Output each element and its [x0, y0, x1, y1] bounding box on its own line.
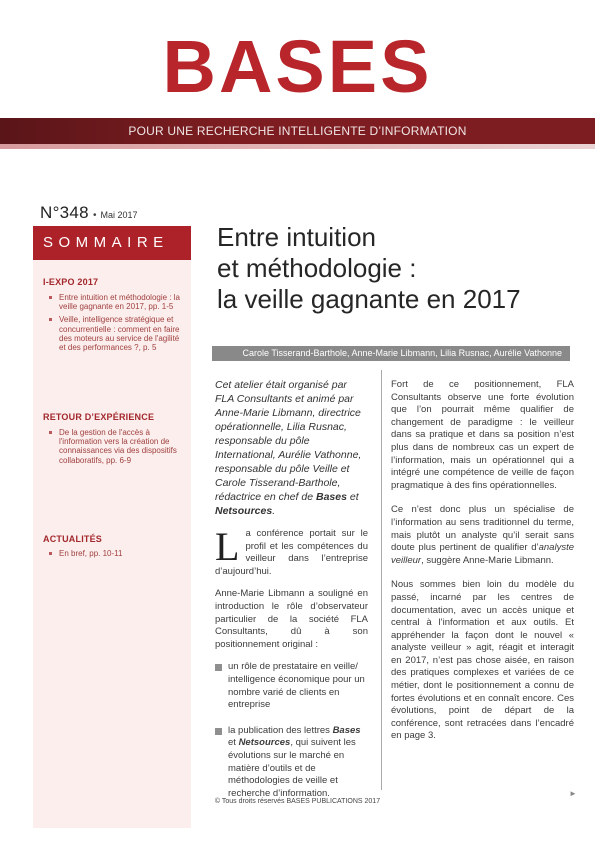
toc-heading: SOMMAIRE: [33, 226, 191, 260]
tagline-band-accent: [0, 144, 595, 149]
drop-cap: L: [215, 524, 240, 569]
toc-section-title: I-EXPO 2017: [43, 277, 99, 287]
title-line: et méthodologie :: [217, 253, 417, 283]
article-title: [217, 222, 521, 315]
left-column: [215, 524, 368, 813]
toc-item[interactable]: En bref, pp. 10-11: [45, 549, 187, 558]
table-of-contents: [33, 226, 191, 828]
copyright-footer: © Tous droits réservés BASES PUBLICATIONS 2017: [214, 798, 381, 805]
title-line: Entre intuition: [217, 222, 376, 252]
toc-section-title: RETOUR D’EXPÉRIENCE: [43, 412, 155, 422]
bullet-item: un rôle de prestataire en veille/ intelligence économique pour un nombre varié de clients en entreprise: [215, 661, 368, 711]
toc-item[interactable]: Veille, intelligence stratégique et concurrentielle : comment en faire des moteurs au service de l'agilité et des performances ?, p. 5: [45, 315, 187, 352]
tagline: POUR UNE RECHERCHE INTELLIGENTE D’INFORMATION: [128, 124, 467, 138]
toc-section-list: [45, 293, 187, 356]
publication-name: Netsources: [215, 505, 273, 517]
paragraph: Nous sommes bien loin du modèle du passé, incarné par les centres de documentation, avec un accès unique et central à l’information et aux outils. Et appréhender la façon dont le nouvel « analyste veilleur » agit, réagit et interagit en 2017, n’est pas chose aisée, en raison des pratiques complexes et variées de ce métier, dont le positionnement a connu de fortes évolutions et en connaît encore. Ces évolutions, point de départ de la conférence, sont retracées dans l’encadré en page 3.: [391, 579, 574, 742]
paragraph: Anne-Marie Libmann a souligné en introduction le rôle d’observateur particulier de la société FLA Consultants, dû à son positionnement original :: [215, 588, 368, 650]
authors-bar: Carole Tisserand-Barthole, Anne-Marie Libmann, Lilia Rusnac, Aurélie Vathonne: [212, 346, 570, 361]
paragraph: La conférence portait sur le profil et les compétences du veilleur dans l’entreprise d’aujourd’hui.: [215, 524, 368, 577]
publication-name: Bases: [315, 491, 347, 503]
tagline-band: [0, 118, 595, 144]
issue-number: N°348: [40, 203, 89, 222]
paragraph: Fort de ce positionnement, FLA Consultants observe une forte évolution que l’on pourrait même qualifier de changement de paradigme : le veilleur dans sa pratique et dans sa position n’est plus dans de nombreux cas un expert de l’information, mais un opérationnel qui a intégré une compétence de veille de façon pragmatique à des fins opérationnelles.: [391, 379, 574, 491]
next-page-icon[interactable]: ►: [569, 789, 577, 798]
toc-section-list: [45, 549, 187, 562]
article-intro: Cet atelier était organisé par FLA Consultants et animé par Anne-Marie Libmann, directrice opérationnelle, Lilia Rusnac, responsable du pôle International, Aurélie Vathonne, responsable du pôle Veille et Carole Tisserand-Barthole, rédactrice en chef de Bases et Netsources.: [215, 379, 362, 517]
toc-item[interactable]: De la gestion de l'accès à l'information vers la création de connaissances via des dispositifs collaboratifs, pp. 6-9: [45, 428, 187, 465]
issue-separator: •: [92, 210, 97, 221]
bullet-item: la publication des lettres Bases et Netsources, qui suivent les évolutions sur le marché en matière d’outils et de méthodologies de veille et recherche d’information.: [215, 725, 368, 801]
toc-section-title: ACTUALITÉS: [43, 534, 102, 544]
publication-logo: BASES: [162, 25, 433, 108]
issue-info: [40, 203, 138, 223]
column-divider: [381, 370, 382, 790]
bullet-list: [215, 661, 368, 800]
paragraph: Ce n’est donc plus un spécialise de l’information au sens traditionnel du terme, mais plutôt un analyste qu’il serait sans doute plus pertinent de qualifier d’analyste veilleur, suggère Anne-Marie Libmann.: [391, 504, 574, 566]
issue-date: Mai 2017: [100, 210, 138, 220]
toc-item[interactable]: Entre intuition et méthodologie : la veille gagnante en 2017, pp. 1-5: [45, 293, 187, 311]
right-column: [391, 379, 574, 755]
toc-section-list: [45, 428, 187, 469]
title-line: la veille gagnante en 2017: [217, 284, 521, 314]
